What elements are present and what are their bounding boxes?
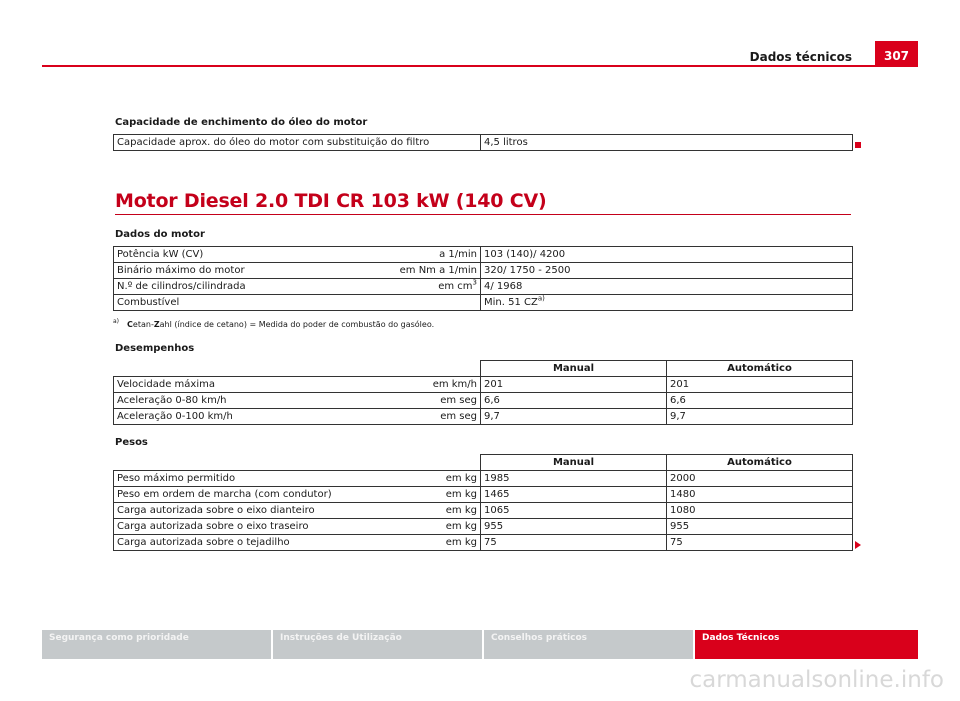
footnote-letter: Z bbox=[153, 320, 160, 329]
spec-unit: em kg bbox=[445, 489, 477, 500]
spec-unit-wrap bbox=[438, 279, 477, 294]
spec-label: Potência kW (CV) bbox=[117, 249, 204, 260]
spec-unit: em seg bbox=[440, 411, 477, 422]
spec-label: Carga autorizada sobre o eixo dianteiro bbox=[117, 505, 315, 516]
engine-title: Motor Diesel 2.0 TDI CR 103 kW (140 CV) bbox=[115, 190, 547, 212]
automatic-value: 9,7 bbox=[667, 409, 853, 425]
spec-label-cell bbox=[114, 247, 481, 263]
oil-label: Capacidade aprox. do óleo do motor com substituição do filtro bbox=[114, 135, 481, 151]
table-row bbox=[114, 247, 853, 263]
watermark: carmanualsonline.info bbox=[689, 667, 944, 693]
table-row bbox=[114, 519, 853, 535]
manual-value: 1985 bbox=[481, 471, 667, 487]
manual-value: 6,6 bbox=[481, 393, 667, 409]
manual-value: 201 bbox=[481, 377, 667, 393]
column-header-manual: Manual bbox=[481, 361, 667, 377]
footnote-letter: C bbox=[127, 320, 133, 329]
manual-value: 75 bbox=[481, 535, 667, 551]
table-row bbox=[114, 535, 853, 551]
spec-label: N.º de cilindros/cilindrada bbox=[117, 281, 246, 292]
table-row bbox=[114, 377, 853, 393]
automatic-value: 2000 bbox=[667, 471, 853, 487]
spec-unit: em kg bbox=[445, 473, 477, 484]
spec-label: Peso em ordem de marcha (com condutor) bbox=[117, 489, 332, 500]
oil-table bbox=[113, 134, 853, 151]
engine-data-title: Dados do motor bbox=[115, 229, 205, 240]
manual-value: 955 bbox=[481, 519, 667, 535]
chapter-tab-safety[interactable]: Segurança como prioridade bbox=[42, 630, 271, 659]
oil-section-title: Capacidade de enchimento do óleo do motor bbox=[115, 117, 368, 128]
spec-unit: em km/h bbox=[432, 379, 477, 390]
header-blank-cell bbox=[114, 361, 481, 377]
column-header-automatic: Automático bbox=[667, 361, 853, 377]
performance-title: Desempenhos bbox=[115, 343, 195, 354]
spec-value-wrap bbox=[481, 295, 853, 311]
footnote-text: ahl (índice de cetano) = Medida do poder de combustão do gasóleo. bbox=[159, 320, 435, 329]
spec-label-cell bbox=[114, 471, 481, 487]
footnote bbox=[113, 320, 434, 329]
table-row bbox=[114, 279, 853, 295]
oil-value: 4,5 litros bbox=[481, 135, 853, 151]
table-header-row bbox=[114, 455, 853, 471]
footnote-marker: a) bbox=[113, 318, 120, 326]
spec-label: Combustível bbox=[117, 297, 180, 308]
footnote-reference: a) bbox=[537, 294, 545, 303]
column-header-automatic: Automático bbox=[667, 455, 853, 471]
automatic-value: 201 bbox=[667, 377, 853, 393]
table-row bbox=[114, 263, 853, 279]
weights-table bbox=[113, 454, 853, 551]
spec-value: Min. 51 CZ bbox=[484, 297, 538, 308]
spec-label-cell bbox=[114, 295, 481, 311]
spec-label: Velocidade máxima bbox=[117, 379, 215, 390]
spec-value: 103 (140)/ 4200 bbox=[481, 247, 853, 263]
spec-unit: em seg bbox=[440, 395, 477, 406]
table-row bbox=[114, 503, 853, 519]
table-row bbox=[114, 471, 853, 487]
column-header-manual: Manual bbox=[481, 455, 667, 471]
spec-unit: em kg bbox=[445, 505, 477, 516]
spec-label-cell bbox=[114, 487, 481, 503]
chapter-tab-instructions[interactable]: Instruções de Utilização bbox=[273, 630, 482, 659]
engine-table bbox=[113, 246, 853, 311]
spec-label-cell bbox=[114, 279, 481, 295]
table-row bbox=[114, 409, 853, 425]
page-number: 307 bbox=[875, 41, 918, 67]
spec-value: 4/ 1968 bbox=[481, 279, 853, 295]
spec-label: Carga autorizada sobre o eixo traseiro bbox=[117, 521, 309, 532]
spec-label-cell bbox=[114, 393, 481, 409]
table-row bbox=[114, 393, 853, 409]
spec-label: Peso máximo permitido bbox=[117, 473, 236, 484]
automatic-value: 75 bbox=[667, 535, 853, 551]
running-header-title: Dados técnicos bbox=[749, 50, 852, 64]
spec-label: Carga autorizada sobre o tejadilho bbox=[117, 537, 290, 548]
spec-label: Binário máximo do motor bbox=[117, 265, 245, 276]
table-row bbox=[114, 135, 853, 151]
spec-unit: em kg bbox=[445, 537, 477, 548]
weights-title: Pesos bbox=[115, 437, 148, 448]
table-row bbox=[114, 487, 853, 503]
spec-unit: em Nm a 1/min bbox=[399, 265, 477, 276]
chapter-tab-tips[interactable]: Conselhos práticos bbox=[484, 630, 693, 659]
section-end-square-icon bbox=[855, 142, 861, 148]
engine-title-rule bbox=[115, 214, 851, 215]
manual-value: 1065 bbox=[481, 503, 667, 519]
spec-unit: em kg bbox=[445, 521, 477, 532]
table-header-row bbox=[114, 361, 853, 377]
performance-table bbox=[113, 360, 853, 425]
spec-label-cell bbox=[114, 535, 481, 551]
spec-label-cell bbox=[114, 519, 481, 535]
automatic-value: 6,6 bbox=[667, 393, 853, 409]
spec-label-cell bbox=[114, 503, 481, 519]
spec-unit: a 1/min bbox=[439, 249, 477, 260]
spec-label-cell bbox=[114, 377, 481, 393]
unit-superscript: 3 bbox=[472, 278, 477, 287]
automatic-value: 1080 bbox=[667, 503, 853, 519]
spec-unit: em cm bbox=[438, 281, 473, 292]
chapter-nav bbox=[42, 630, 918, 659]
header-blank-cell bbox=[114, 455, 481, 471]
footnote-text: etan- bbox=[132, 320, 154, 329]
header-rule bbox=[42, 65, 918, 67]
spec-label-cell bbox=[114, 263, 481, 279]
chapter-tab-technical-data[interactable]: Dados Técnicos bbox=[695, 630, 918, 659]
continue-arrow-icon bbox=[855, 541, 861, 549]
spec-label: Aceleração 0-80 km/h bbox=[117, 395, 227, 406]
spec-label: Aceleração 0-100 km/h bbox=[117, 411, 233, 422]
manual-value: 9,7 bbox=[481, 409, 667, 425]
automatic-value: 955 bbox=[667, 519, 853, 535]
table-row bbox=[114, 295, 853, 311]
spec-label-cell bbox=[114, 409, 481, 425]
spec-value: 320/ 1750 - 2500 bbox=[481, 263, 853, 279]
automatic-value: 1480 bbox=[667, 487, 853, 503]
manual-value: 1465 bbox=[481, 487, 667, 503]
